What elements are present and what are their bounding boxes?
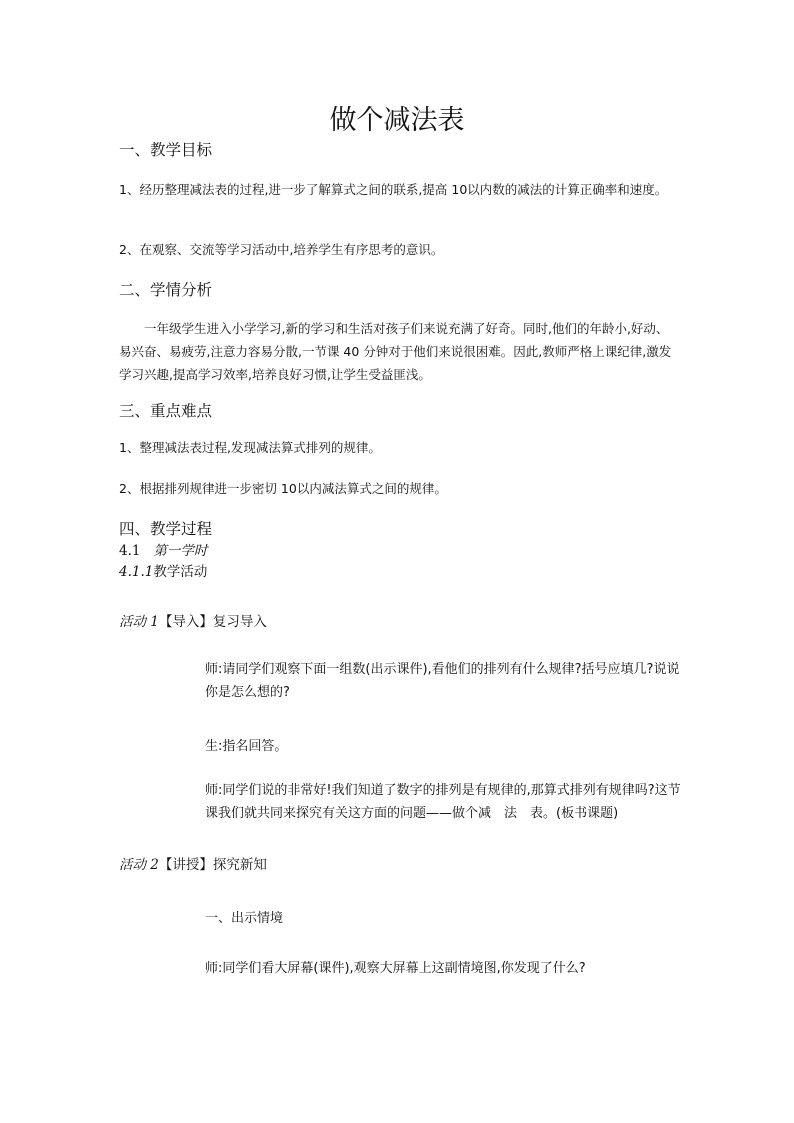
- activity-2-line-2: 师:同学们看大屏幕(课件),观察大屏幕上这副情境图,你发现了什么?: [205, 961, 586, 976]
- subsection-4-1: [119, 539, 207, 559]
- activity-1-line-3: 师:同学们说的非常好!我们知道了数字的排列是有规律的,那算式排列有规律吗?这节课我们就共同来探究有关这方面的问题——做个减 法 表。(板书课题): [205, 783, 681, 821]
- subsubsection-label: 教学活动: [153, 564, 208, 580]
- keypoint-item-1: 1、整理减法表过程,发现减法算式排列的规律。: [119, 440, 381, 455]
- activity-2-number: 活动 2: [119, 857, 159, 873]
- activity-1-line-2: 生:指名回答。: [205, 739, 288, 754]
- page-title: 做个减法表: [329, 105, 465, 136]
- goal-item-1: 1、经历整理减法表的过程,进一步了解算式之间的联系,提高 10以内数的减法的计算正确率和速度。: [119, 182, 668, 197]
- section-heading-process: 四、教学过程: [119, 520, 213, 538]
- activity-2-line-1: 一、出示情境: [205, 911, 284, 926]
- activity-1-number: 活动 1: [119, 614, 159, 630]
- keypoint-item-2: 2、根据排列规律进一步密切 10以内减法算式之间的规律。: [119, 481, 447, 496]
- analysis-paragraph: 一年级学生进入小学学习,新的学习和生活对孩子们来说充满了好奇。同时,他们的年龄小,好动、易兴奋、易疲劳,注意力容易分散,一节课 40 分钟对于他们来说很困难。因此,教师严格上课纪律,激发学习兴趣,提高学习效率,培养良好习惯,让学生受益匪浅。: [119, 321, 672, 382]
- subsection-number: 4.1: [119, 543, 141, 559]
- subsection-4-1-1: [119, 560, 207, 580]
- section-heading-keypoints: 三、重点难点: [119, 402, 213, 420]
- activity-1-title: 【导入】复习导入: [158, 614, 267, 630]
- activity-2-title: 【讲授】探究新知: [158, 857, 267, 873]
- section-heading-goals: 一、教学目标: [119, 141, 213, 159]
- goal-item-2: 2、在观察、交流等学习活动中,培养学生有序思考的意识。: [119, 242, 444, 257]
- subsubsection-number: 4.1.1: [119, 564, 154, 580]
- subsection-label: 第一学时: [153, 543, 208, 559]
- section-heading-analysis: 二、学情分析: [119, 281, 213, 299]
- activity-2-heading: [119, 853, 267, 873]
- activity-1-heading: [119, 610, 267, 630]
- activity-1-line-1: 师:请同学们观察下面一组数(出示课件),看他们的排列有什么规律?括号应填几?说说你是怎么想的?: [205, 662, 680, 700]
